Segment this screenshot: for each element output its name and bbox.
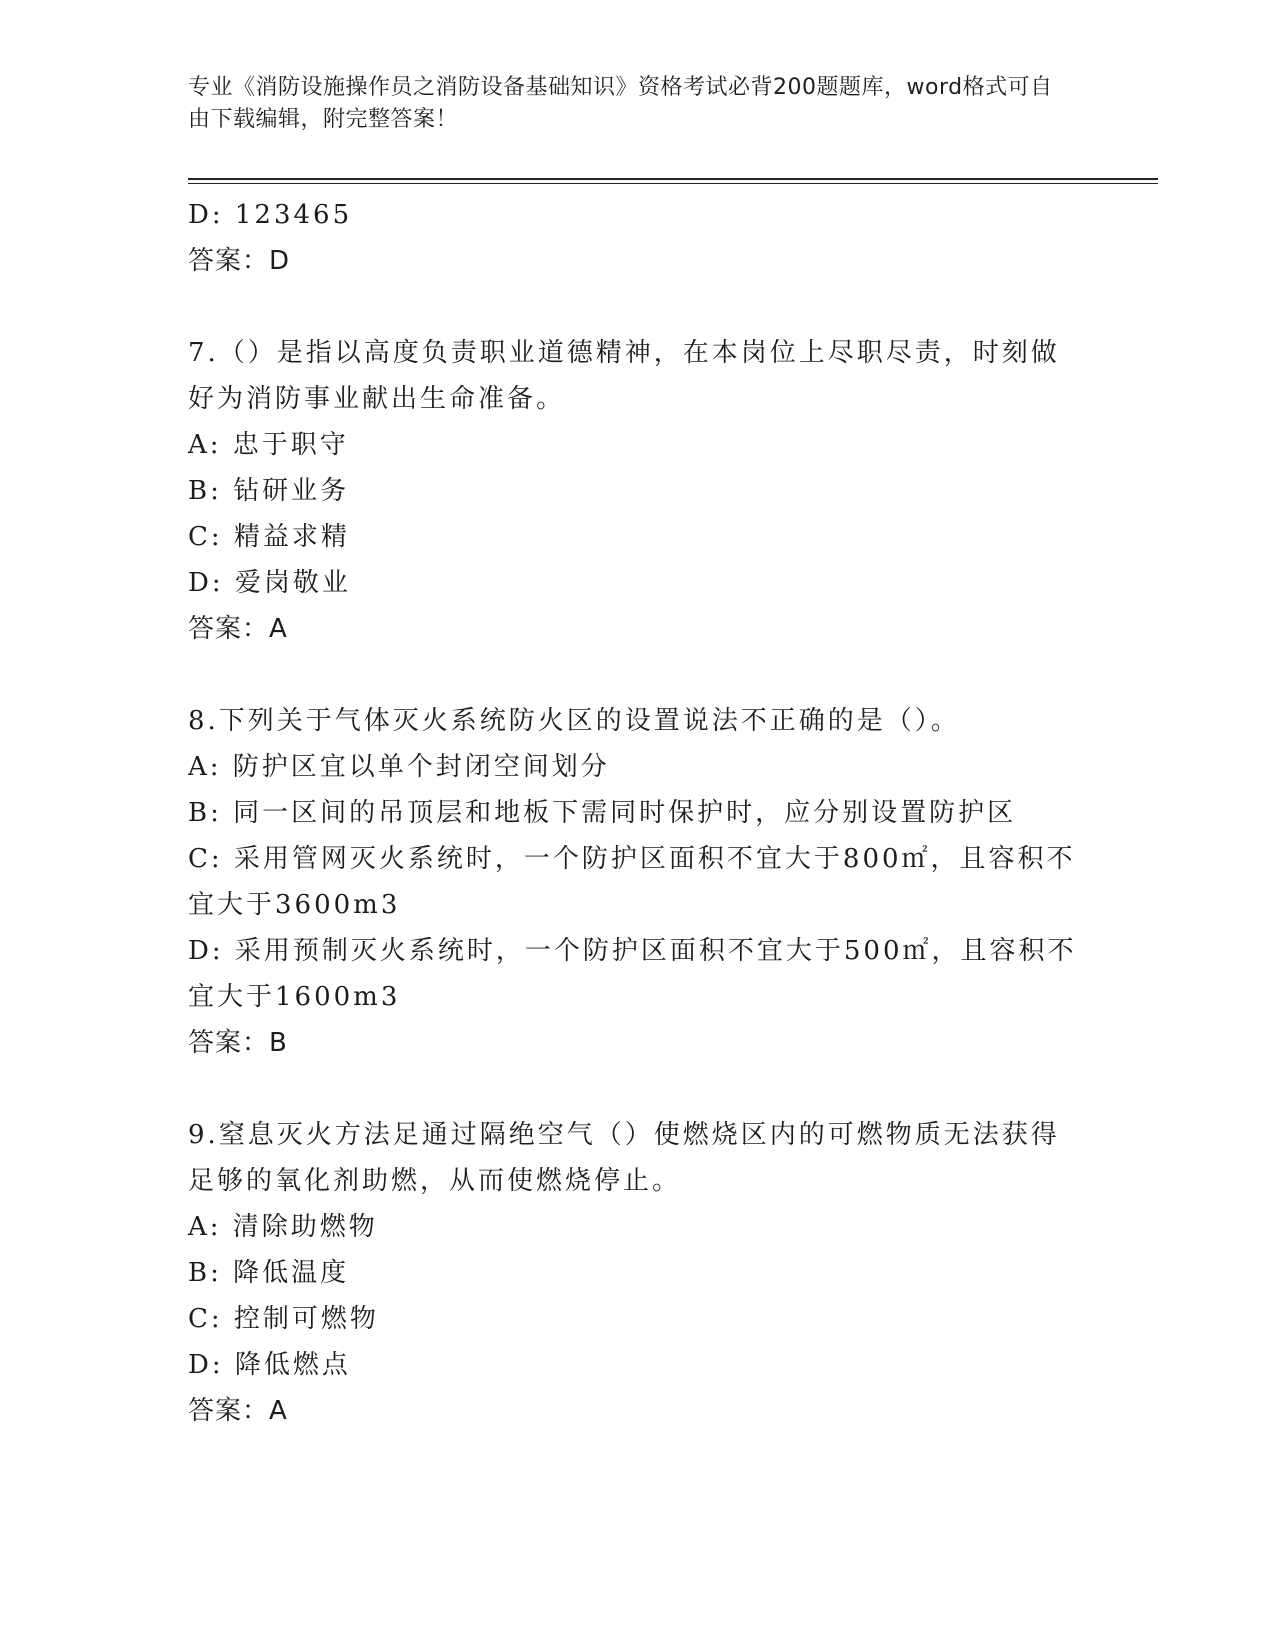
q9-stem-line2: 足够的氧化剂助燃，从而使燃烧停止。 xyxy=(188,1166,682,1196)
q7-option-b: B: 钻研业务 xyxy=(188,476,350,506)
q9-answer: 答案：A xyxy=(188,1396,288,1426)
q8-option-d-line2: 宜大于1600m3 xyxy=(188,982,401,1012)
q6-answer: 答案：D xyxy=(188,246,291,276)
q8-option-b: B: 同一区间的吊顶层和地板下需同时保护时，应分别设置防护区 xyxy=(188,798,1017,828)
q8-answer: 答案：B xyxy=(188,1028,288,1058)
spacer xyxy=(188,1066,1088,1112)
header-rule-thick xyxy=(188,178,1158,180)
q7-stem-line2: 好为消防事业献出生命准备。 xyxy=(188,384,566,414)
question-list xyxy=(188,192,1088,1434)
spacer xyxy=(188,652,1088,698)
spacer xyxy=(188,284,1088,330)
q6-option-d: D: 123465 xyxy=(188,200,353,230)
q8-stem: 8.下列关于气体灭火系统防火区的设置说法不正确的是（）。 xyxy=(188,706,960,736)
q8-option-a: A: 防护区宜以单个封闭空间划分 xyxy=(188,752,610,782)
header-title: 专业《消防设施操作员之消防设备基础知识》资格考试必背200题题库，word格式可自由下载编辑，附完整答案！ xyxy=(188,75,1053,132)
q8-option-d-line1: D: 采用预制灭火系统时，一个防护区面积不宜大于500㎡，且容积不 xyxy=(188,936,1077,966)
q9-stem-line1: 9.窒息灭火方法足通过隔绝空气（）使燃烧区内的可燃物质无法获得 xyxy=(188,1120,1060,1150)
q7-stem-line1: 7.（）是指以高度负责职业道德精神，在本岗位上尽职尽责，时刻做 xyxy=(188,338,1060,368)
q9-option-b: B: 降低温度 xyxy=(188,1258,350,1288)
q9-option-c: C: 控制可燃物 xyxy=(188,1304,379,1334)
q7-answer: 答案：A xyxy=(188,614,288,644)
header-rule-thin xyxy=(188,183,1158,184)
q7-option-d: D: 爱岗敬业 xyxy=(188,568,351,598)
q7-option-c: C: 精益求精 xyxy=(188,522,350,552)
document-header xyxy=(188,72,1068,136)
q9-option-d: D: 降低燃点 xyxy=(188,1350,351,1380)
q8-option-c-line1: C: 采用管网灭火系统时，一个防护区面积不宜大于800㎡，且容积不 xyxy=(188,844,1076,874)
q8-option-c-line2: 宜大于3600m3 xyxy=(188,890,401,920)
q9-option-a: A: 清除助燃物 xyxy=(188,1212,378,1242)
q7-option-a: A: 忠于职守 xyxy=(188,430,349,460)
